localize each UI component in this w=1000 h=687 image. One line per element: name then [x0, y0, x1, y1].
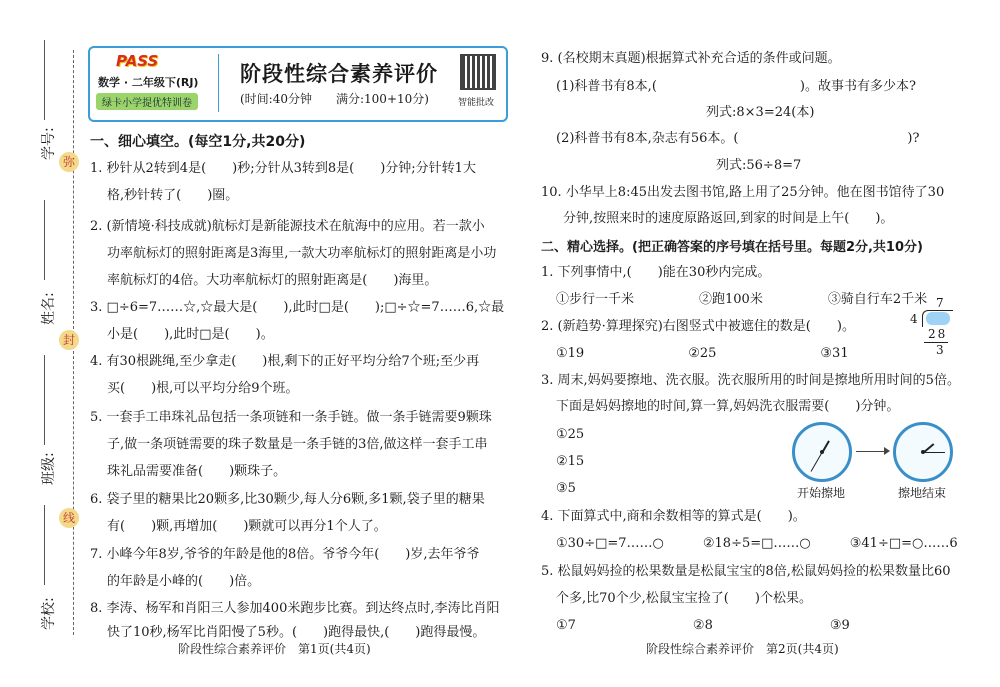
seal-xian: 线 [59, 508, 79, 528]
q8-line2: 快了10秒,杨军比肖阳慢了5秒。( )跑得最快,( )跑得最慢。 [107, 625, 486, 640]
q8-line1: 8. 李涛、杨军和肖阳三人参加400米跑步比赛。到达终点时,李涛比肖阳 [90, 601, 500, 616]
arrowhead-icon [884, 447, 890, 455]
name-line [44, 200, 45, 280]
q10-line2: 分钟,按照来时的速度原路返回,到家的时间是上午( )。 [563, 211, 894, 226]
division-remainder: 3 [936, 343, 944, 357]
s2-q3-opt2: ②15 [556, 454, 585, 469]
exam-meta: (时间:40分钟 满分:100+10分) [240, 92, 429, 106]
s2-q5-line2: 个多,比70个少,松鼠宝宝捡了( )个松果。 [556, 591, 812, 606]
student-id-line [44, 40, 45, 120]
q9-line1: 9. (名校期末真题)根据算式补充合适的条件或问题。 [541, 51, 841, 66]
clock-end-caption: 擦地结束 [898, 486, 947, 500]
subject-label: 数学 · 二年级下(RJ) [98, 76, 199, 89]
q7-line2: 的年龄是小峰的( )倍。 [107, 574, 261, 589]
q7-line1: 7. 小峰今年8岁,爷爷的年龄是他的8倍。爷爷今年( )岁,去年爷爷 [90, 547, 480, 562]
right-page-footer: 阶段性综合素养评价 第2页(共4页) [646, 642, 839, 656]
qr-label: 智能批改 [458, 98, 495, 108]
q9-part1: (1)科普书有8本,( )。故事书有多少本? [556, 79, 916, 94]
clock-start-caption: 开始擦地 [797, 486, 846, 500]
clock-start-icon [792, 422, 852, 482]
q5-line1: 5. 一套手工串珠礼品包括一条项链和一条手链。做一条手链需要9颗珠 [90, 410, 492, 425]
q4-line2: 买( )根,可以平均分给9个班。 [107, 381, 299, 396]
q10-line1: 10. 小华早上8:45出发去图书馆,路上用了25分钟。他在图书馆待了30 [541, 185, 945, 200]
q5-line3: 珠礼品需要准备( )颗珠子。 [107, 464, 287, 479]
q1-line2: 格,秒针转了( )圈。 [107, 188, 239, 203]
s2-q4-options: ①30÷□=7……○ ②18÷5=□……○ ③41÷□=○……6 [556, 536, 958, 551]
class-line [44, 355, 45, 445]
q3-line2: 小是( ),此时□是( )。 [107, 327, 274, 342]
division-quotient: 7 [936, 296, 944, 310]
seal-feng: 封 [59, 330, 79, 350]
s2-q3-opt1: ①25 [556, 427, 585, 442]
q6-line2: 有( )颗,再增加( )颗就可以再分1个人了。 [107, 519, 387, 534]
s2-q2-options: ①19 ②25 ③31 [556, 346, 849, 361]
hidden-dividend-icon [926, 312, 950, 325]
header-box [88, 46, 508, 122]
q5-line2: 子,做一条项链需要的珠子数量是一条手链的3倍,做这样一套手工串 [107, 437, 488, 452]
qr-code-icon [460, 54, 496, 90]
s2-q5-options: ①7 ②8 ③9 [556, 618, 850, 633]
q9-part2: (2)科普书有8本,杂志有56本。( )? [556, 131, 920, 146]
class-label: 班级: [41, 452, 57, 485]
clock-end-icon [893, 422, 953, 482]
s2-q3-opt3: ③5 [556, 481, 576, 496]
q6-line1: 6. 袋子里的糖果比20颗多,比30颗少,每人分6颗,多1颗,袋子里的糖果 [90, 492, 485, 507]
s2-q2: 2. (新趋势·算理探究)右图竖式中被遮住的数是( )。 [541, 319, 855, 334]
q3-line1: 3. □÷6=7……☆,☆最大是( ),此时□是( );□÷☆=7……6,☆最 [90, 300, 505, 315]
s2-q1: 1. 下列事情中,( )能在30秒内完成。 [541, 265, 771, 280]
name-label: 姓名: [41, 292, 57, 325]
left-page-footer: 阶段性综合素养评价 第1页(共4页) [178, 642, 371, 656]
division-figure [910, 296, 960, 358]
s2-q3-line2: 下面是妈妈擦地的时间,算一算,妈妈洗衣服需要( )分钟。 [556, 399, 900, 414]
seal-mi: 弥 [59, 152, 79, 172]
series-badge: 绿卡小学提优特训卷 [96, 93, 198, 110]
s2-q5-line1: 5. 松鼠妈妈捡的松果数量是松鼠宝宝的8倍,松鼠妈妈捡的松果数量比60 [541, 564, 951, 579]
division-product: 28 [928, 327, 948, 341]
s2-q3-line1: 3. 周末,妈妈要擦地、洗衣服。洗衣服所用的时间是擦地所用时间的5倍。 [541, 373, 960, 388]
division-divisor: 4 [910, 312, 918, 326]
q2-line3: 率航标灯的4倍。大功率航标灯的照射距离是( )海里。 [107, 273, 438, 288]
q2-line2: 功率航标灯的照射距离是3海里,一款大功率航标灯的照射距离是小功 [107, 246, 497, 261]
q9-formula1: 列式:8×3=24(本) [706, 105, 815, 120]
q2-line1: 2. (新情境·科技成就)航标灯是新能源技术在航海中的应用。若一款小 [90, 219, 485, 234]
section-1-heading: 一、细心填空。(每空1分,共20分) [90, 134, 306, 150]
s2-q1-options: ①步行一千米 ②跑100米 ③骑自行车2千米 [556, 292, 928, 307]
q1-line1: 1. 秒针从2转到4是( )秒;分针从3转到8是( )分钟;分针转1大 [90, 161, 476, 176]
student-id-label: 学号: [41, 127, 57, 160]
section-2-heading: 二、精心选择。(把正确答案的序号填在括号里。每题2分,共10分) [541, 240, 923, 255]
s2-q4: 4. 下面算式中,商和余数相等的算式是( )。 [541, 509, 806, 524]
header-divider [218, 54, 219, 112]
school-line [44, 505, 45, 585]
q4-line1: 4. 有30根跳绳,至少拿走( )根,剩下的正好平均分给7个班;至少再 [90, 354, 480, 369]
school-label: 学校: [41, 597, 57, 630]
q9-formula2: 列式:56÷8=7 [716, 158, 802, 173]
page-title: 阶段性综合素养评价 [240, 61, 438, 86]
pass-logo: PASS [116, 52, 159, 70]
